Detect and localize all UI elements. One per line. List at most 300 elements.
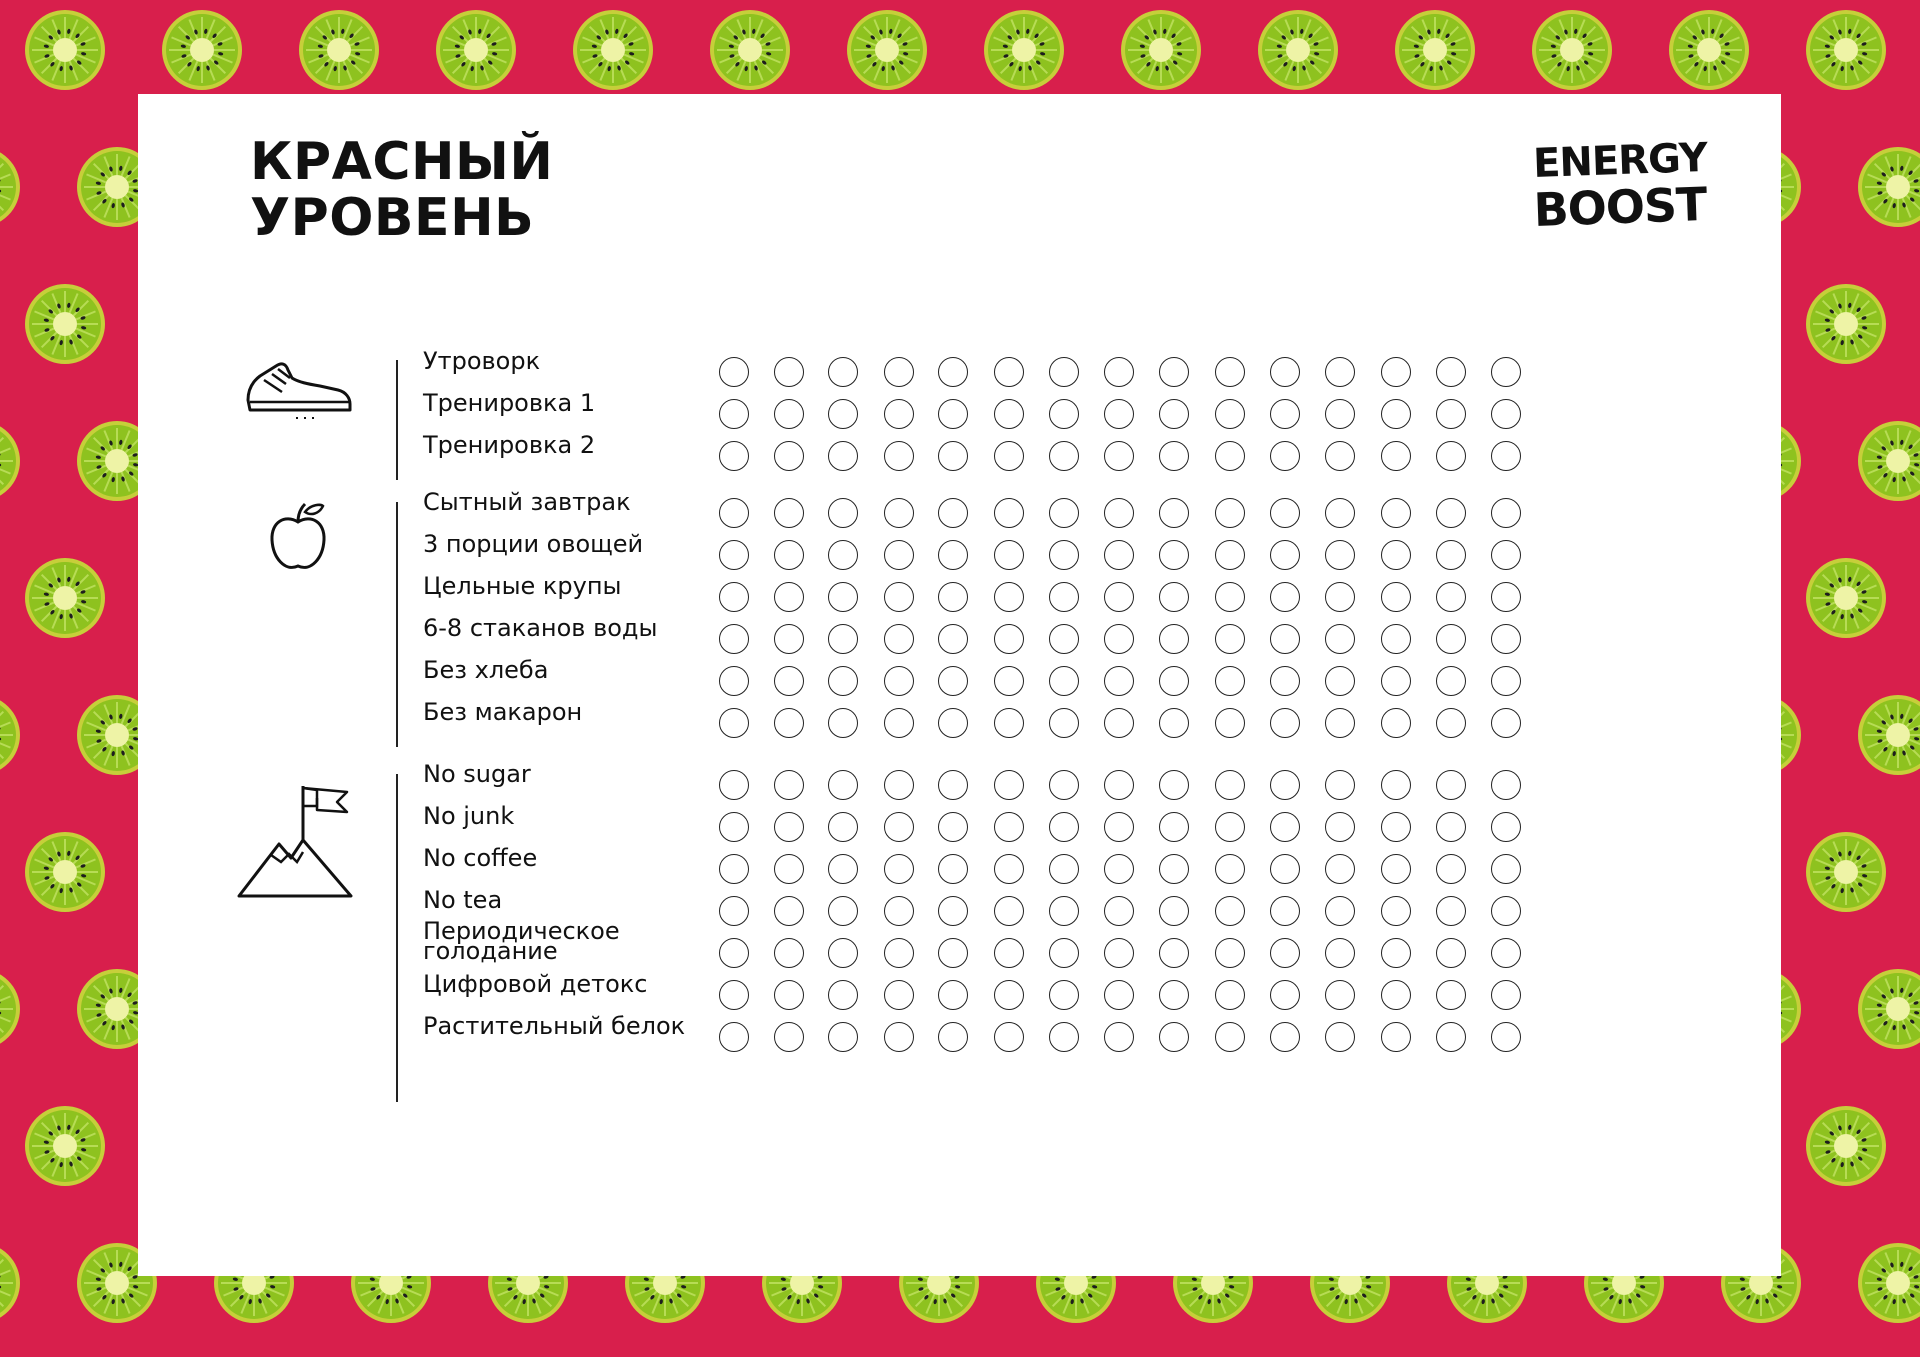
day-checkbox[interactable] [719,770,749,800]
day-checkbox[interactable] [1104,708,1134,738]
day-checkbox[interactable] [884,666,914,696]
day-checkbox[interactable] [1049,666,1079,696]
day-checkbox[interactable] [774,938,804,968]
day-checkbox[interactable] [1215,666,1245,696]
day-checkbox[interactable] [719,708,749,738]
day-checkbox[interactable] [1049,624,1079,654]
category-divider [396,502,398,747]
day-checkbox[interactable] [1381,399,1411,429]
day-checkbox[interactable] [1270,666,1300,696]
day-checkbox[interactable] [1159,582,1189,612]
kiwi-slice-icon [1395,10,1475,90]
habit-label: Сытный завтрак [423,488,631,516]
day-checkbox[interactable] [884,441,914,471]
day-checkbox[interactable] [994,540,1024,570]
day-checkbox[interactable] [938,1022,968,1052]
day-checkbox[interactable] [1270,540,1300,570]
day-checkbox[interactable] [1049,812,1079,842]
kiwi-slice-icon [847,10,927,90]
day-checkbox[interactable] [1325,980,1355,1010]
habit-label: Без макарон [423,698,583,726]
day-checkbox[interactable] [1491,854,1521,884]
day-checkbox[interactable] [828,770,858,800]
title-line-2: УРОВЕНЬ [250,188,535,248]
day-checkbox[interactable] [884,980,914,1010]
day-checkbox[interactable] [1049,896,1079,926]
day-checkbox[interactable] [938,938,968,968]
kiwi-slice-icon [573,10,653,90]
day-checkbox[interactable] [1436,357,1466,387]
day-checkbox[interactable] [1491,708,1521,738]
day-checkbox[interactable] [1491,624,1521,654]
day-checkbox[interactable] [1325,854,1355,884]
day-checkbox[interactable] [1436,540,1466,570]
day-checkbox[interactable] [1491,498,1521,528]
category-divider [396,774,398,1102]
day-checkbox[interactable] [1104,624,1134,654]
day-checkbox[interactable] [1104,854,1134,884]
day-checkbox[interactable] [1215,770,1245,800]
day-checkbox[interactable] [1215,399,1245,429]
day-checkbox[interactable] [1381,666,1411,696]
day-checkbox[interactable] [994,624,1024,654]
day-checkbox[interactable] [1215,812,1245,842]
day-checkbox[interactable] [774,770,804,800]
day-checkbox[interactable] [938,896,968,926]
day-checkbox[interactable] [774,540,804,570]
kiwi-slice-icon [0,421,20,501]
kiwi-slice-icon [1806,558,1886,638]
habit-label: Растительный белок [423,1012,686,1040]
day-checkbox[interactable] [1436,770,1466,800]
day-checkbox[interactable] [719,498,749,528]
day-checkbox[interactable] [1215,938,1245,968]
day-checkbox[interactable] [1215,896,1245,926]
day-checkbox[interactable] [1270,624,1300,654]
day-checkbox[interactable] [884,896,914,926]
kiwi-slice-icon [1858,1243,1920,1323]
day-checkbox[interactable] [1104,980,1134,1010]
day-checkbox[interactable] [1491,938,1521,968]
day-checkbox[interactable] [1270,770,1300,800]
day-checkbox[interactable] [1436,938,1466,968]
day-checkbox[interactable] [938,540,968,570]
day-checkbox[interactable] [1159,980,1189,1010]
day-checkbox[interactable] [774,357,804,387]
day-checkbox[interactable] [828,938,858,968]
day-checkbox[interactable] [938,812,968,842]
day-checkbox[interactable] [828,441,858,471]
day-checkbox[interactable] [1325,1022,1355,1052]
day-checkbox[interactable] [1104,399,1134,429]
logo-line-2: BOOST [1532,177,1708,237]
habit-label: No tea [423,886,503,914]
day-checkbox[interactable] [1381,582,1411,612]
day-checkbox[interactable] [994,980,1024,1010]
day-checkbox[interactable] [1381,812,1411,842]
day-checkbox[interactable] [1159,896,1189,926]
day-checkbox[interactable] [1491,441,1521,471]
day-checkbox[interactable] [774,708,804,738]
day-checkbox[interactable] [994,770,1024,800]
logo-line-1: ENERGY [1532,134,1708,188]
day-checkbox[interactable] [938,399,968,429]
day-checkbox[interactable] [1104,357,1134,387]
day-checkbox[interactable] [1381,540,1411,570]
day-checkbox[interactable] [1104,812,1134,842]
kiwi-slice-icon [25,832,105,912]
day-checkbox[interactable] [1049,708,1079,738]
day-checkbox[interactable] [828,624,858,654]
kiwi-slice-icon [1858,147,1920,227]
day-checkbox[interactable] [1436,980,1466,1010]
day-checkbox[interactable] [1215,357,1245,387]
kiwi-slice-icon [162,10,242,90]
day-checkbox[interactable] [994,938,1024,968]
day-checkbox[interactable] [1270,708,1300,738]
day-checkbox[interactable] [1159,498,1189,528]
day-checkbox[interactable] [828,980,858,1010]
day-checkbox[interactable] [1381,357,1411,387]
day-checkbox[interactable] [1491,812,1521,842]
day-checkbox[interactable] [1049,770,1079,800]
day-checkbox[interactable] [938,441,968,471]
day-checkbox[interactable] [1270,854,1300,884]
day-checkbox[interactable] [938,980,968,1010]
day-checkbox[interactable] [1436,666,1466,696]
day-checkbox[interactable] [994,812,1024,842]
day-checkbox[interactable] [994,666,1024,696]
day-checkbox[interactable] [994,498,1024,528]
day-checkbox[interactable] [884,498,914,528]
day-checkbox[interactable] [1270,441,1300,471]
day-checkbox[interactable] [1491,980,1521,1010]
day-checkbox[interactable] [884,399,914,429]
day-checkbox[interactable] [994,708,1024,738]
day-checkbox[interactable] [1436,498,1466,528]
kiwi-slice-icon [1532,10,1612,90]
day-checkbox[interactable] [1104,770,1134,800]
day-checkbox[interactable] [1049,938,1079,968]
day-checkbox[interactable] [1491,399,1521,429]
day-checkbox[interactable] [1436,812,1466,842]
day-checkbox[interactable] [1049,1022,1079,1052]
day-checkbox[interactable] [1215,540,1245,570]
day-checkbox[interactable] [719,582,749,612]
day-checkbox[interactable] [1270,357,1300,387]
day-checkbox[interactable] [1325,357,1355,387]
day-checkbox[interactable] [1436,624,1466,654]
kiwi-slice-icon [1858,695,1920,775]
day-checkbox[interactable] [1270,498,1300,528]
habit-label: No sugar [423,760,531,788]
day-checkbox[interactable] [1215,708,1245,738]
day-checkbox[interactable] [1104,498,1134,528]
habit-label: No coffee [423,844,538,872]
day-checkbox[interactable] [1381,770,1411,800]
day-checkbox[interactable] [1159,399,1189,429]
day-checkbox[interactable] [1491,666,1521,696]
day-checkbox[interactable] [774,582,804,612]
day-checkbox[interactable] [1104,441,1134,471]
habit-label: Цифровой детокс [423,970,648,998]
day-checkbox[interactable] [719,980,749,1010]
day-checkbox[interactable] [1104,540,1134,570]
energy-boost-logo [1530,134,1710,237]
day-checkbox[interactable] [1491,770,1521,800]
day-checkbox[interactable] [1325,582,1355,612]
day-checkbox[interactable] [1049,540,1079,570]
day-checkbox[interactable] [1381,938,1411,968]
day-checkbox[interactable] [828,896,858,926]
day-checkbox[interactable] [994,896,1024,926]
day-checkbox[interactable] [884,540,914,570]
kiwi-slice-icon [25,284,105,364]
day-checkbox[interactable] [1049,582,1079,612]
day-checkbox[interactable] [1270,812,1300,842]
day-checkbox[interactable] [1325,540,1355,570]
day-checkbox[interactable] [1325,770,1355,800]
day-checkbox[interactable] [1215,980,1245,1010]
day-checkbox[interactable] [1381,854,1411,884]
kiwi-slice-icon [1669,10,1749,90]
day-checkbox[interactable] [994,854,1024,884]
day-checkbox[interactable] [774,1022,804,1052]
day-checkbox[interactable] [719,896,749,926]
day-checkbox[interactable] [1325,624,1355,654]
day-checkbox[interactable] [884,357,914,387]
day-checkbox[interactable] [1159,666,1189,696]
day-checkbox[interactable] [1215,498,1245,528]
day-checkbox[interactable] [994,399,1024,429]
day-checkbox[interactable] [1325,896,1355,926]
day-checkbox[interactable] [1436,582,1466,612]
kiwi-slice-icon [1121,10,1201,90]
day-checkbox[interactable] [938,770,968,800]
day-checkbox[interactable] [828,666,858,696]
habit-label: Периодическое голодание [423,917,620,965]
day-checkbox[interactable] [1049,854,1079,884]
day-checkbox[interactable] [828,854,858,884]
day-checkbox[interactable] [884,624,914,654]
day-checkbox[interactable] [1381,980,1411,1010]
mountain-flag-icon [235,782,355,906]
day-checkbox[interactable] [1325,498,1355,528]
day-checkbox[interactable] [1215,854,1245,884]
day-checkbox[interactable] [884,582,914,612]
day-checkbox[interactable] [828,540,858,570]
kiwi-slice-icon [25,1106,105,1186]
day-checkbox[interactable] [884,938,914,968]
habit-label: Утроворк [423,347,541,375]
day-checkbox[interactable] [719,624,749,654]
day-checkbox[interactable] [1381,624,1411,654]
day-checkbox[interactable] [828,399,858,429]
day-checkbox[interactable] [1270,896,1300,926]
kiwi-slice-icon [299,10,379,90]
day-checkbox[interactable] [1215,1022,1245,1052]
day-checkbox[interactable] [1491,896,1521,926]
day-checkbox[interactable] [938,624,968,654]
day-checkbox[interactable] [719,812,749,842]
day-checkbox[interactable] [1159,938,1189,968]
day-checkbox[interactable] [828,708,858,738]
day-checkbox[interactable] [1325,666,1355,696]
day-checkbox[interactable] [1215,582,1245,612]
habit-label: Тренировка 1 [423,389,596,417]
day-checkbox[interactable] [828,357,858,387]
day-checkbox[interactable] [1270,1022,1300,1052]
day-checkbox[interactable] [828,582,858,612]
day-checkbox[interactable] [1436,441,1466,471]
title-line-1: КРАСНЫЙ [250,132,554,192]
day-checkbox[interactable] [1049,980,1079,1010]
kiwi-slice-icon [0,1243,20,1323]
day-checkbox[interactable] [774,441,804,471]
day-checkbox[interactable] [774,624,804,654]
day-checkbox[interactable] [774,666,804,696]
day-checkbox[interactable] [828,498,858,528]
apple-icon [263,500,333,578]
day-checkbox[interactable] [1270,938,1300,968]
day-checkbox[interactable] [1159,357,1189,387]
habit-label: 6-8 стаканов воды [423,614,658,642]
habit-label: Тренировка 2 [423,431,596,459]
day-checkbox[interactable] [1491,582,1521,612]
day-checkbox[interactable] [884,812,914,842]
day-checkbox[interactable] [1104,896,1134,926]
day-checkbox[interactable] [994,1022,1024,1052]
kiwi-slice-icon [1806,832,1886,912]
day-checkbox[interactable] [828,812,858,842]
day-checkbox[interactable] [1104,666,1134,696]
day-checkbox[interactable] [1270,399,1300,429]
kiwi-slice-icon [984,10,1064,90]
day-checkbox[interactable] [1159,1022,1189,1052]
kiwi-slice-icon [1806,284,1886,364]
category-divider [396,360,398,480]
day-checkbox[interactable] [774,812,804,842]
day-checkbox[interactable] [938,854,968,884]
day-checkbox[interactable] [1381,1022,1411,1052]
sneaker-icon [242,356,352,424]
day-checkbox[interactable] [1159,540,1189,570]
day-checkbox[interactable] [994,357,1024,387]
day-checkbox[interactable] [1381,498,1411,528]
day-checkbox[interactable] [1270,582,1300,612]
day-checkbox[interactable] [719,854,749,884]
day-checkbox[interactable] [1436,854,1466,884]
kiwi-slice-icon [436,10,516,90]
day-checkbox[interactable] [1436,399,1466,429]
kiwi-slice-icon [0,969,20,1049]
day-checkbox[interactable] [1215,624,1245,654]
kiwi-slice-icon [1806,10,1886,90]
day-checkbox[interactable] [1159,770,1189,800]
day-checkbox[interactable] [1436,1022,1466,1052]
day-checkbox[interactable] [938,357,968,387]
day-checkbox[interactable] [1270,980,1300,1010]
day-checkbox[interactable] [1215,441,1245,471]
day-checkbox[interactable] [1049,357,1079,387]
day-checkbox[interactable] [1049,498,1079,528]
kiwi-slice-icon [1258,10,1338,90]
habit-label: No junk [423,802,515,830]
day-checkbox[interactable] [1381,441,1411,471]
kiwi-slice-icon [710,10,790,90]
day-checkbox[interactable] [774,896,804,926]
day-checkbox[interactable] [1159,854,1189,884]
day-checkbox[interactable] [1491,1022,1521,1052]
day-checkbox[interactable] [1325,441,1355,471]
day-checkbox[interactable] [719,357,749,387]
kiwi-slice-icon [0,147,20,227]
day-checkbox[interactable] [1159,812,1189,842]
day-checkbox[interactable] [884,770,914,800]
day-checkbox[interactable] [1325,708,1355,738]
day-checkbox[interactable] [719,441,749,471]
day-checkbox[interactable] [719,938,749,968]
day-checkbox[interactable] [1159,441,1189,471]
day-checkbox[interactable] [1381,896,1411,926]
day-checkbox[interactable] [1159,708,1189,738]
kiwi-slice-icon [25,558,105,638]
day-checkbox[interactable] [884,854,914,884]
day-checkbox[interactable] [1104,582,1134,612]
day-checkbox[interactable] [1325,399,1355,429]
day-checkbox[interactable] [884,708,914,738]
day-checkbox[interactable] [828,1022,858,1052]
day-checkbox[interactable] [938,498,968,528]
day-checkbox[interactable] [774,498,804,528]
kiwi-slice-icon [0,695,20,775]
day-checkbox[interactable] [719,540,749,570]
day-checkbox[interactable] [994,441,1024,471]
kiwi-slice-icon [25,10,105,90]
day-checkbox[interactable] [1325,812,1355,842]
day-checkbox[interactable] [1381,708,1411,738]
day-checkbox[interactable] [774,399,804,429]
day-checkbox[interactable] [1325,938,1355,968]
day-checkbox[interactable] [1049,441,1079,471]
day-checkbox[interactable] [774,854,804,884]
day-checkbox[interactable] [1104,1022,1134,1052]
day-checkbox[interactable] [1159,624,1189,654]
page-title [250,134,553,246]
day-checkbox[interactable] [938,708,968,738]
day-checkbox[interactable] [994,582,1024,612]
day-checkbox[interactable] [1104,938,1134,968]
day-checkbox[interactable] [719,666,749,696]
day-checkbox[interactable] [1491,357,1521,387]
day-checkbox[interactable] [1436,708,1466,738]
day-checkbox[interactable] [774,980,804,1010]
habit-label: 3 порции овощей [423,530,644,558]
day-checkbox[interactable] [719,399,749,429]
tracker-card [138,94,1781,1276]
day-checkbox[interactable] [1436,896,1466,926]
day-checkbox[interactable] [938,582,968,612]
habit-label: Без хлеба [423,656,549,684]
day-checkbox[interactable] [1049,399,1079,429]
day-checkbox[interactable] [884,1022,914,1052]
habit-label: Цельные крупы [423,572,622,600]
day-checkbox[interactable] [938,666,968,696]
kiwi-slice-icon [1806,1106,1886,1186]
day-checkbox[interactable] [719,1022,749,1052]
kiwi-slice-icon [1858,421,1920,501]
day-checkbox[interactable] [1491,540,1521,570]
